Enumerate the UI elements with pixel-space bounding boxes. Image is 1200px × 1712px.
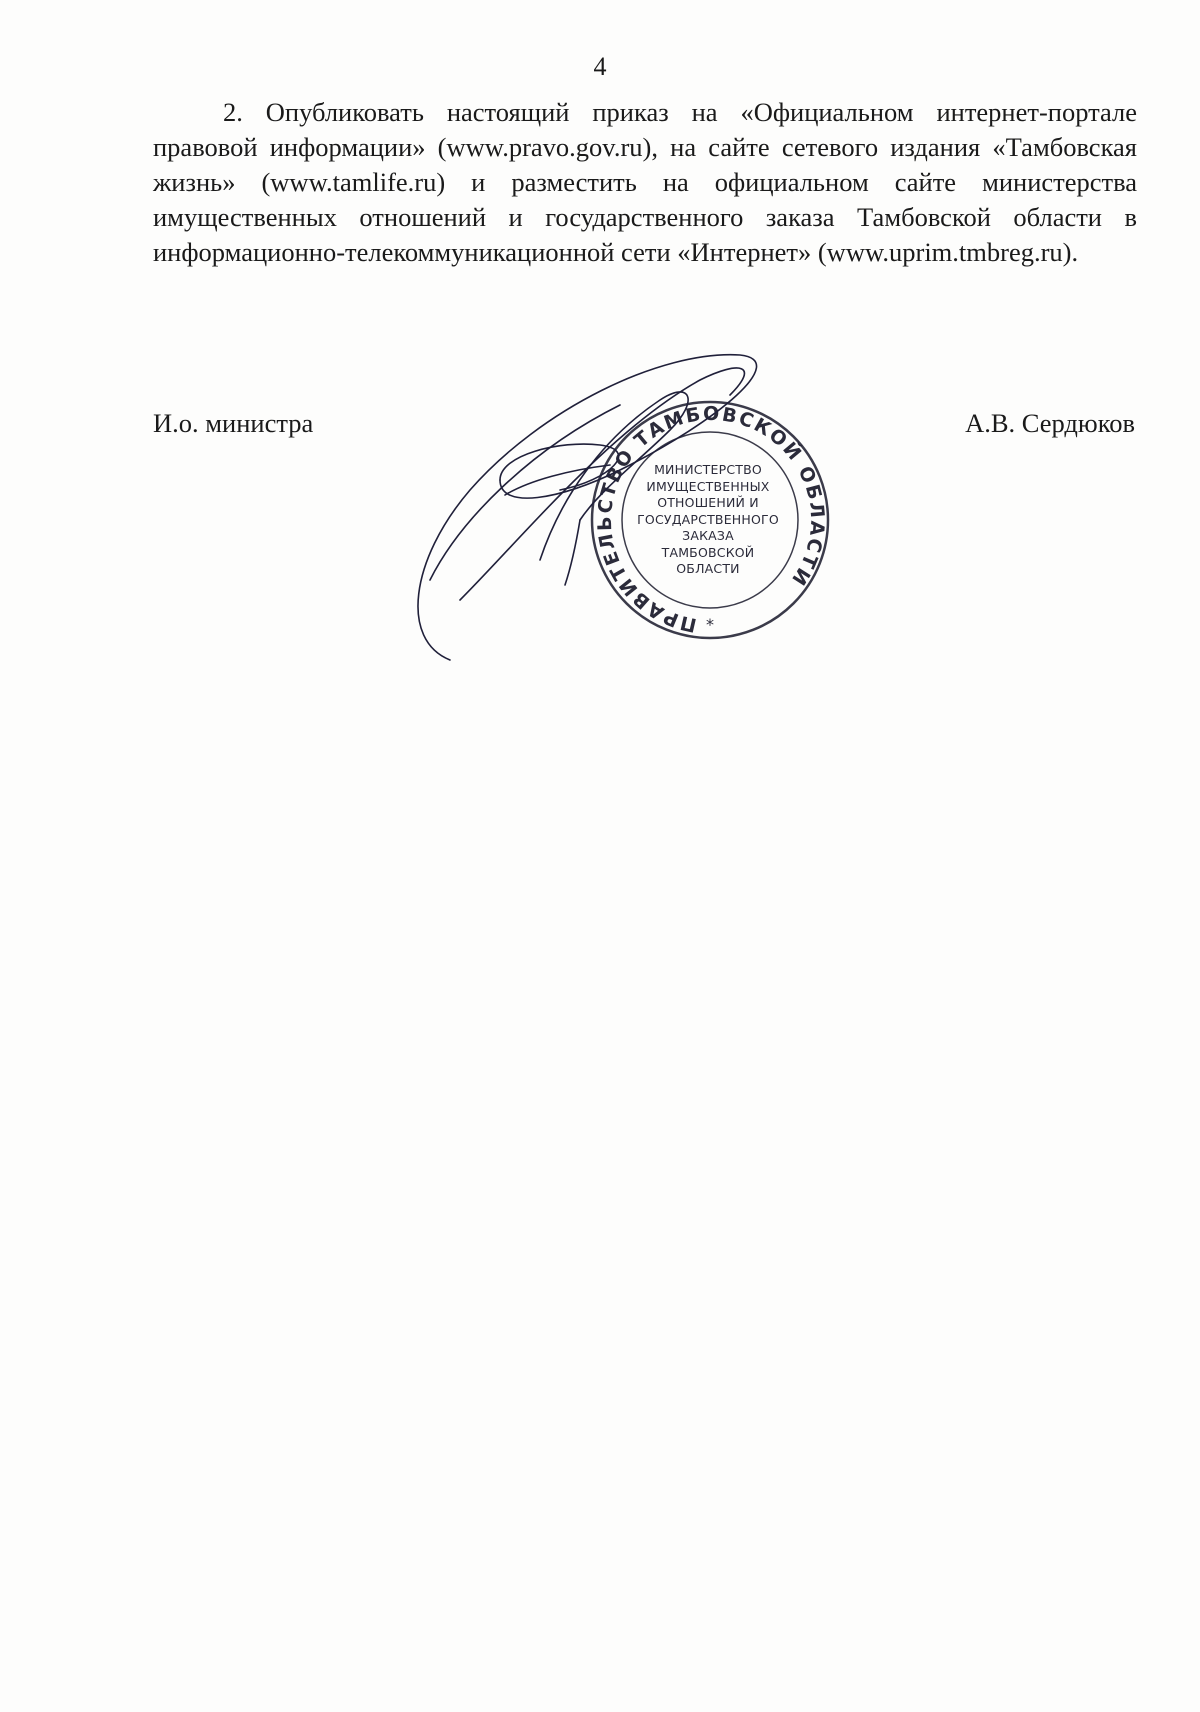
seal-line: ГОСУДАРСТВЕННОГО: [637, 511, 779, 527]
seal-line: ОТНОШЕНИЙ И: [657, 495, 759, 510]
seal-line: ЗАКАЗА: [682, 528, 734, 543]
seal-line: ТАМБОВСКОЙ: [661, 544, 755, 560]
signatory-name: А.В. Сердюков: [965, 408, 1135, 438]
seal-inner-text: [628, 462, 788, 578]
seal-outer-text: ПРАВИТЕЛЬСТВО ТАМБОВСКОЙ ОБЛАСТИ: [593, 402, 829, 637]
page-number: 4: [593, 52, 607, 81]
body-paragraph: 2. Опубликовать настоящий приказ на «Официальном интернет-портале правовой информации» (www.pravo.gov.ru), на сайте сетевого издания «Тамбовская жизнь» (www.tamlife.ru) и разместить на официальном сайте министерства имущественных отношений и государственного заказа Тамбовской области в информационно-телекоммуникационной сети «Интернет» (www.uprim.tmbreg.ru).: [153, 97, 1137, 267]
seal-line: ОБЛАСТИ: [676, 561, 740, 576]
handwritten-signature: [418, 355, 757, 660]
seal-line: ИМУЩЕСТВЕННЫХ: [646, 478, 770, 494]
seal-star: *: [706, 615, 714, 634]
signatory-position: И.о. министра: [153, 408, 314, 438]
seal-line: МИНИСТЕРСТВО: [654, 462, 762, 477]
svg-text:ПРАВИТЕЛЬСТВО ТАМБОВСКОЙ ОБЛАС: [594, 403, 828, 636]
